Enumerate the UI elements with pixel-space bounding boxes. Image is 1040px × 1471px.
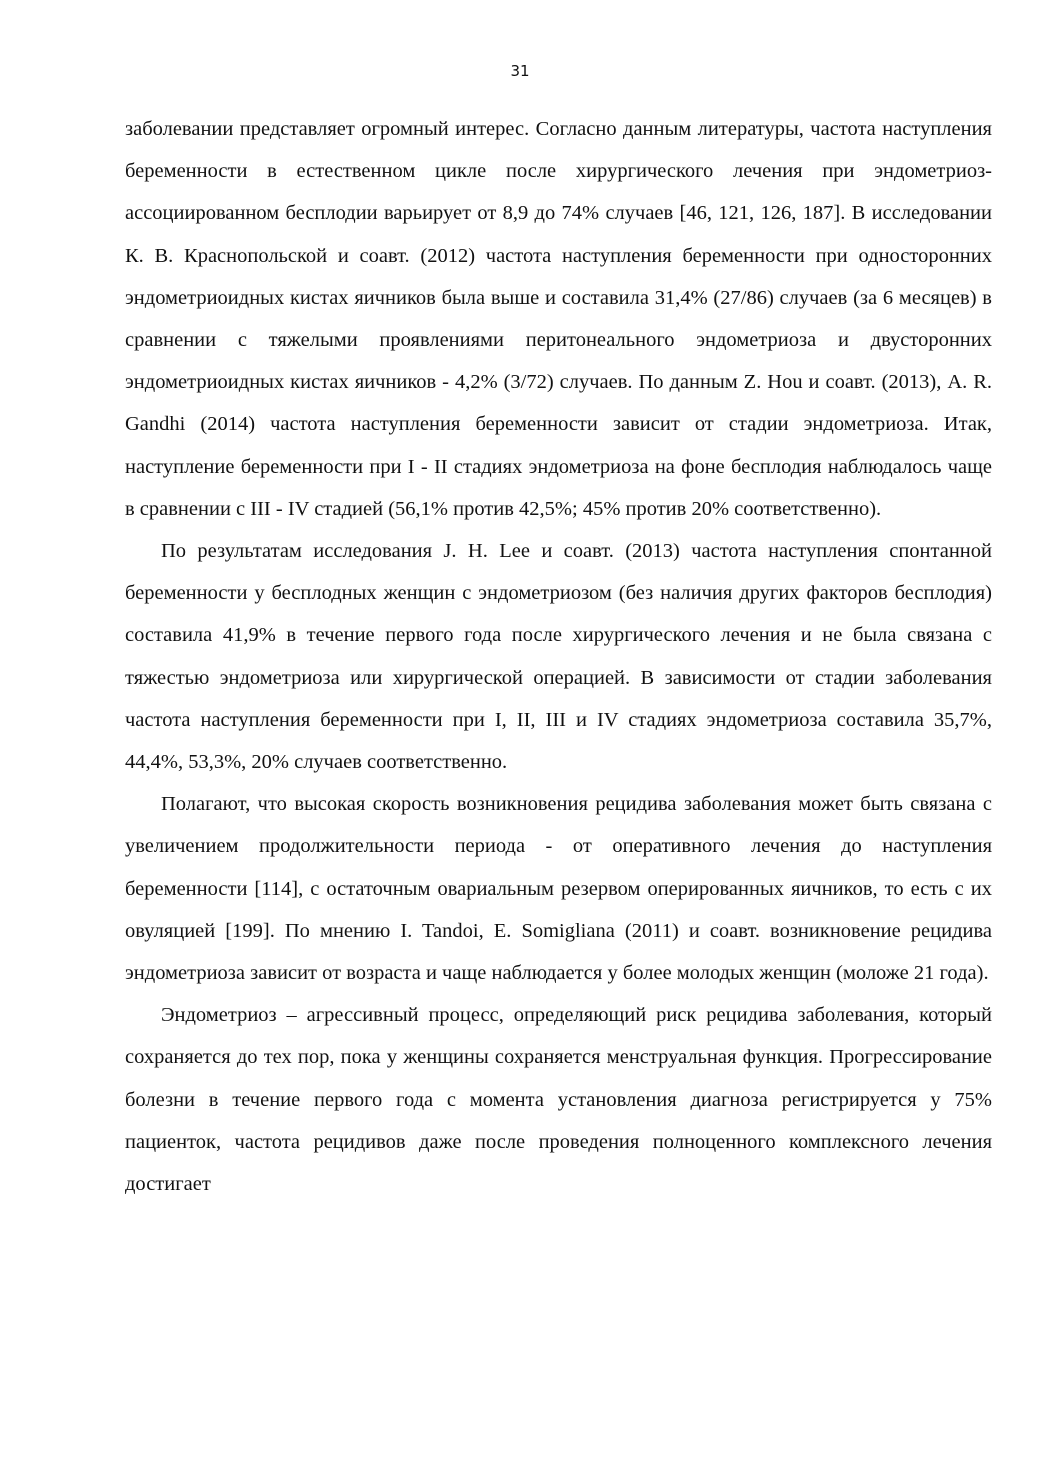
page-number: 31: [510, 62, 530, 80]
paragraph-continuation: заболевании представляет огромный интерес. Согласно данным литературы, частота наступления беременности в естественном цикле после хирургического лечения при эндометриоз-ассоциированном бесплодии варьирует от 8,9 до 74% случаев [46, 121, 126, 187]. В исследовании К. В. Краснопольской и соавт. (2012) частота наступления беременности при односторонних эндометриоидных кистах яичников была выше и составила 31,4% (27/86) случаев (за 6 месяцев) в сравнении с тяжелыми проявлениями перитонеального эндометриоза и двусторонних эндометриоидных кистах яичников - 4,2% (3/72) случаев. По данным Z. Hou и соавт. (2013), A. R. Gandhi (2014) частота наступления беременности зависит от стадии эндометриоза. Итак, наступление беременности при I - II стадиях эндометриоза на фоне бесплодия наблюдалось чаще в сравнении с III - IV стадией (56,1% против 42,5%; 45% против 20% соответственно).: [125, 118, 992, 520]
paragraph-lee-study: По результатам исследования J. H. Lee и соавт. (2013) частота наступления спонтанной беременности у бесплодных женщин с эндометриозом (без наличия других факторов бесплодия) составила 41,9% в течение первого года после хирургического лечения и не была связана с тяжестью эндометриоза или хирургической операцией. В зависимости от стадии заболевания частота наступления беременности при I, II, III и IV стадиях эндометриоза составила 35,7%, 44,4%, 53,3%, 20% случаев соответственно.: [125, 540, 992, 774]
paragraph-recurrence-factors: Полагают, что высокая скорость возникновения рецидива заболевания может быть связана с увеличением продолжительности периода - от оперативного лечения до наступления беременности [114], с остаточным овариальным резервом оперированных яичников, то есть с их овуляцией [199]. По мнению I. Tandoi, E. Somigliana (2011) и соавт. возникновение рецидива эндометриоза зависит от возраста и чаще наблюдается у более молодых женщин (моложе 21 года).: [125, 793, 992, 985]
document-body: [125, 108, 992, 1205]
paragraph-aggressive-process: Эндометриоз – агрессивный процесс, определяющий риск рецидива заболевания, который сохраняется до тех пор, пока у женщины сохраняется менструальная функция. Прогрессирование болезни в течение первого года с момента установления диагноза регистрируется у 75% пациенток, частота рецидивов даже после проведения полноценного комплексного лечения достигает: [125, 1004, 992, 1196]
